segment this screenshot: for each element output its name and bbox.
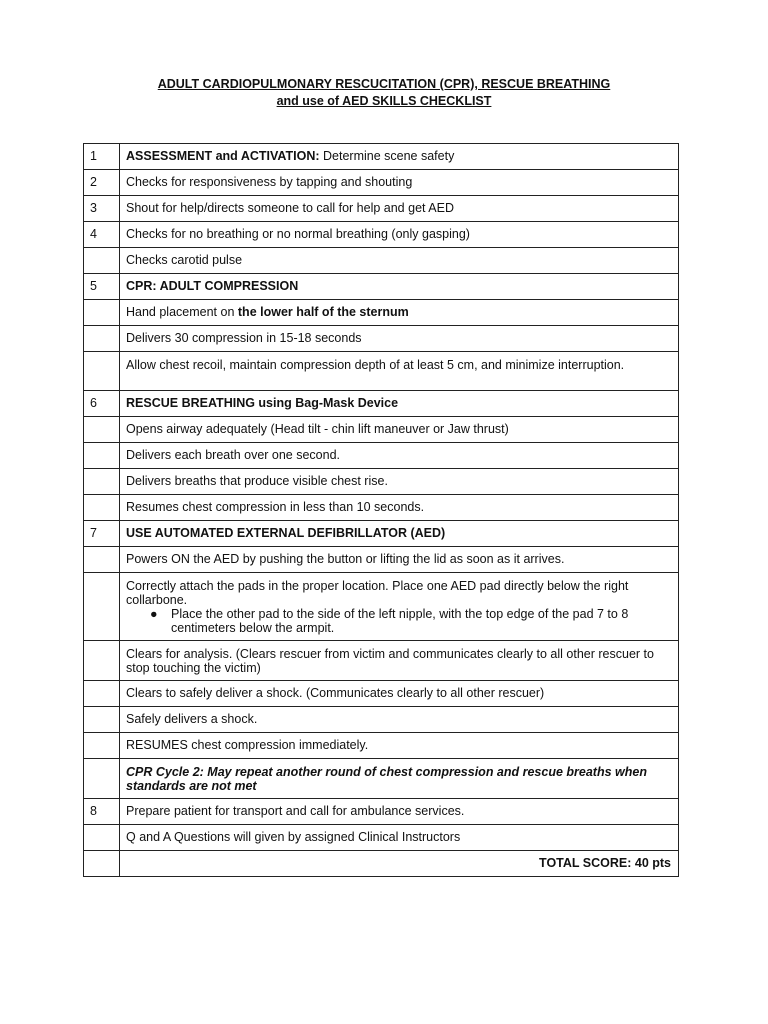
table-row xyxy=(84,352,679,391)
row-number: 1 xyxy=(84,144,120,170)
row-text xyxy=(120,144,679,170)
row-number xyxy=(84,495,120,521)
row-number xyxy=(84,326,120,352)
title-line-2: and use of AED SKILLS CHECKLIST xyxy=(276,94,492,108)
section-heading: CPR: ADULT COMPRESSION xyxy=(120,274,679,300)
title-line-1: ADULT CARDIOPULMONARY RESCUCITATION (CPR), RESCUE BREATHING xyxy=(157,77,611,91)
table-row xyxy=(84,391,679,417)
row-bold-text: the lower half of the sternum xyxy=(237,305,409,319)
row-number: 2 xyxy=(84,170,120,196)
row-number xyxy=(84,300,120,326)
row-text xyxy=(120,573,679,641)
bullet-item xyxy=(126,607,671,635)
table-row xyxy=(84,222,679,248)
row-number: 8 xyxy=(84,799,120,825)
cycle-note: CPR Cycle 2: May repeat another round of chest compression and rescue breaths when standards are not met xyxy=(120,759,679,799)
table-row xyxy=(84,521,679,547)
row-bold-text: ASSESSMENT and ACTIVATION: xyxy=(126,149,320,163)
row-number xyxy=(84,352,120,391)
row-plain-text: Determine scene safety xyxy=(319,149,455,163)
table-row xyxy=(84,144,679,170)
table-row xyxy=(84,573,679,641)
row-number xyxy=(84,573,120,641)
row-number xyxy=(84,707,120,733)
row-number xyxy=(84,641,120,681)
row-text: Checks carotid pulse xyxy=(120,248,679,274)
row-text: RESUMES chest compression immediately. xyxy=(120,733,679,759)
row-number: 3 xyxy=(84,196,120,222)
table-row xyxy=(84,495,679,521)
row-plain-text: Correctly attach the pads in the proper location. Place one AED pad directly below the right collarbone. xyxy=(126,579,629,607)
section-heading: USE AUTOMATED EXTERNAL DEFIBRILLATOR (AED) xyxy=(120,521,679,547)
table-row xyxy=(84,170,679,196)
row-number xyxy=(84,443,120,469)
row-number xyxy=(84,248,120,274)
table-row xyxy=(84,443,679,469)
row-number xyxy=(84,417,120,443)
table-row xyxy=(84,196,679,222)
table-row xyxy=(84,417,679,443)
table-row xyxy=(84,851,679,877)
row-text: Safely delivers a shock. xyxy=(120,707,679,733)
table-row xyxy=(84,799,679,825)
row-number xyxy=(84,733,120,759)
row-number: 7 xyxy=(84,521,120,547)
bullet-text: Place the other pad to the side of the left nipple, with the top edge of the pad 7 to 8 centimeters below the armpit. xyxy=(171,607,629,635)
row-text: Opens airway adequately (Head tilt - chin lift maneuver or Jaw thrust) xyxy=(120,417,679,443)
row-number: 4 xyxy=(84,222,120,248)
table-row xyxy=(84,326,679,352)
row-text: Clears for analysis. (Clears rescuer from victim and communicates clearly to all other rescuer to stop touching the victim) xyxy=(120,641,679,681)
row-text: Delivers each breath over one second. xyxy=(120,443,679,469)
row-text: Delivers 30 compression in 15-18 seconds xyxy=(120,326,679,352)
table-row xyxy=(84,641,679,681)
row-text: Powers ON the AED by pushing the button or lifting the lid as soon as it arrives. xyxy=(120,547,679,573)
row-text: Allow chest recoil, maintain compression depth of at least 5 cm, and minimize interruption. xyxy=(120,352,679,391)
section-heading: RESCUE BREATHING using Bag-Mask Device xyxy=(120,391,679,417)
table-row xyxy=(84,733,679,759)
table-row xyxy=(84,547,679,573)
table-row xyxy=(84,707,679,733)
table-row xyxy=(84,759,679,799)
row-number xyxy=(84,681,120,707)
table-row xyxy=(84,274,679,300)
row-number xyxy=(84,469,120,495)
document-title xyxy=(0,76,768,110)
skills-checklist-table xyxy=(83,143,679,877)
row-text: Checks for responsiveness by tapping and shouting xyxy=(120,170,679,196)
row-text xyxy=(120,300,679,326)
row-number xyxy=(84,825,120,851)
row-text: Prepare patient for transport and call for ambulance services. xyxy=(120,799,679,825)
row-plain-text: Hand placement on xyxy=(126,305,238,319)
row-number: 6 xyxy=(84,391,120,417)
table-row xyxy=(84,248,679,274)
row-text: Clears to safely deliver a shock. (Communicates clearly to all other rescuer) xyxy=(120,681,679,707)
table-row xyxy=(84,681,679,707)
row-number: 5 xyxy=(84,274,120,300)
table-row xyxy=(84,300,679,326)
row-text: Checks for no breathing or no normal breathing (only gasping) xyxy=(120,222,679,248)
total-score: TOTAL SCORE: 40 pts xyxy=(120,851,679,877)
row-number xyxy=(84,547,120,573)
row-number xyxy=(84,759,120,799)
row-text: Resumes chest compression in less than 10 seconds. xyxy=(120,495,679,521)
row-number xyxy=(84,851,120,877)
table-row xyxy=(84,469,679,495)
row-text: Shout for help/directs someone to call for help and get AED xyxy=(120,196,679,222)
row-text: Delivers breaths that produce visible chest rise. xyxy=(120,469,679,495)
row-text: Q and A Questions will given by assigned Clinical Instructors xyxy=(120,825,679,851)
table-row xyxy=(84,825,679,851)
bullet-icon: ● xyxy=(150,607,158,621)
